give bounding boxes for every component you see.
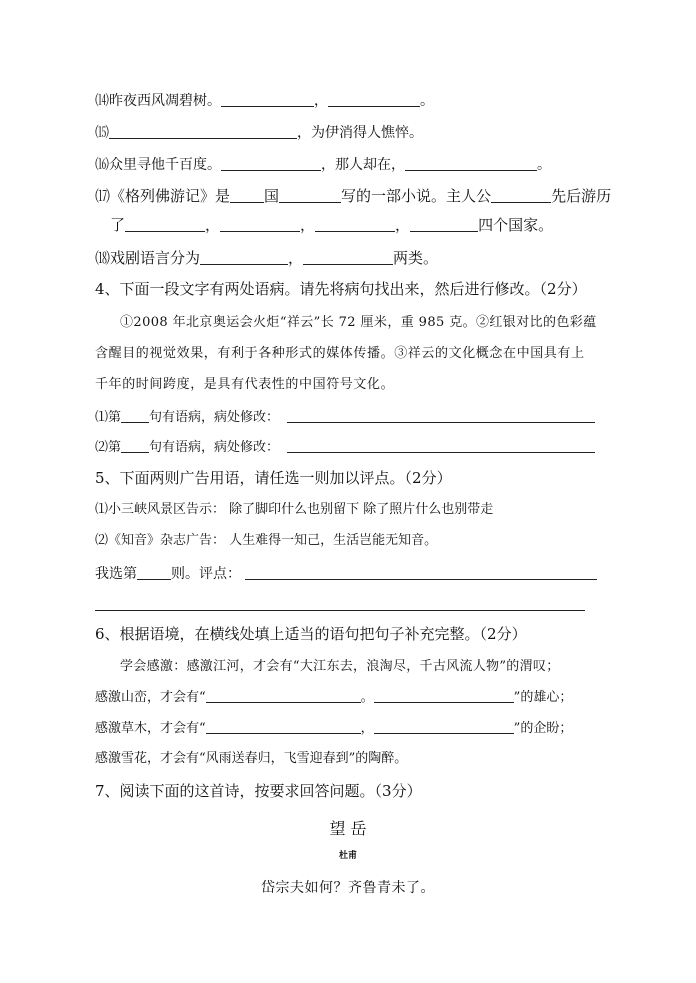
q18-line <box>95 249 438 267</box>
poem-author: 杜甫 <box>338 851 357 861</box>
q4-l2-blank-fix[interactable] <box>287 438 595 453</box>
q18-blank-1[interactable] <box>200 250 288 265</box>
q4-l2-prefix: ⑵第 <box>95 440 122 455</box>
q14-blank-1[interactable] <box>221 92 314 107</box>
q4-title: 4、下面一段文字有两处语病。请先将病句找出来，然后进行修改。（2分） <box>95 280 587 298</box>
q6-title: 6、根据语境，在横线处填上适当的语句把句子补充完整。（2分） <box>95 625 527 643</box>
q5-pick-blank[interactable] <box>137 565 171 580</box>
q17-blank-1[interactable] <box>125 217 205 232</box>
q17-line-1 <box>95 187 611 205</box>
q5-comment-blank-1[interactable] <box>245 565 597 580</box>
q17-blank-2[interactable] <box>220 217 300 232</box>
q18-number: ⒅ <box>95 249 111 267</box>
q17-text-b: 国 <box>264 187 280 205</box>
q4-l1-label: 句有语病，病处修改： <box>149 410 280 425</box>
q17-text-d: 先后游历 <box>551 187 612 205</box>
q6-s2-suffix: ”的雄心； <box>513 690 573 705</box>
q17-comma-2: ， <box>300 216 316 234</box>
q18-blank-2[interactable] <box>303 250 393 265</box>
q14-end: 。 <box>420 93 434 109</box>
q6-s3-blank-1[interactable] <box>206 719 361 734</box>
q6-sentence-2 <box>95 688 572 707</box>
q17-blank-3[interactable] <box>315 217 395 232</box>
q15-blank[interactable] <box>109 124 297 139</box>
q7-title: 7、阅读下面的这首诗，按要求回答问题。（3分） <box>95 782 422 800</box>
q17-comma-3: ， <box>395 216 411 234</box>
q18-text-b: 两类。 <box>393 249 439 267</box>
q6-sentence-4: 感激雪花，才会有“风雨送春归，飞雪迎春到”的陶醉。 <box>95 751 408 766</box>
poem-line-1: 岱宗夫如何？齐鲁青未了。 <box>261 880 435 896</box>
q16-end: 。 <box>537 157 551 173</box>
q5-comment-blank-2[interactable] <box>95 596 585 611</box>
q5-ad-2: ⑵《知音》杂志广告： 人生难得一知己，生活岂能无知音。 <box>95 533 438 548</box>
q14-number: ⒁ <box>95 93 109 109</box>
q6-s3-suffix: ”的企盼； <box>513 721 573 736</box>
q17-text-a: 《格列佛游记》是 <box>110 187 231 205</box>
poem-title: 望 岳 <box>329 819 367 838</box>
q15-line <box>95 124 423 142</box>
q4-answer-line-2 <box>95 438 595 457</box>
q6-sentence-1: 学会感激：感激江河，才会有“大江东去，浪淘尽，千古风流人物”的渭叹； <box>120 659 560 674</box>
q17-line-2 <box>110 216 553 234</box>
q16-mid: ，那人却在， <box>321 157 405 173</box>
q15-text: ，为伊消得人憔悴。 <box>297 125 423 141</box>
q6-s2-blank-1[interactable] <box>206 688 361 703</box>
q18-comma: ， <box>288 249 304 267</box>
q16-line <box>95 156 551 174</box>
q16-blank-2[interactable] <box>405 156 537 171</box>
q4-paragraph-line-2: 含醒目的视觉效果，有利于各种形式的媒体传播。③祥云的文化概念在中国具有上 <box>95 346 585 361</box>
q16-blank-1[interactable] <box>221 156 321 171</box>
q4-l2-label: 句有语病，病处修改： <box>149 440 280 455</box>
q4-l2-blank-num[interactable] <box>121 438 149 453</box>
q4-l1-blank-num[interactable] <box>121 408 149 423</box>
q5-pick-line <box>95 565 597 583</box>
q4-paragraph-line-3: 千年的时间跨度，是具有代表性的中国符号文化。 <box>95 377 395 392</box>
q14-text: 昨夜西风凋碧树。 <box>109 93 221 109</box>
q5-ad-1: ⑴小三峡风景区告示： 除了脚印什么也别留下 除了照片什么也别带走 <box>95 502 494 517</box>
q6-s2-sep: 。 <box>360 690 374 705</box>
q16-number: ⒃ <box>95 157 109 173</box>
q6-sentence-3 <box>95 719 572 738</box>
q5-pick-prefix: 我选第 <box>95 566 137 582</box>
q17-text-f: 四个国家。 <box>478 216 554 234</box>
q6-s3-blank-2[interactable] <box>374 719 514 734</box>
q5-pick-label: 则。评点： <box>171 566 241 582</box>
q14-line <box>95 92 434 110</box>
q4-l1-blank-fix[interactable] <box>287 408 595 423</box>
q17-blank-author[interactable] <box>279 188 341 203</box>
q14-comma: ， <box>314 93 328 109</box>
q6-s2-prefix: 感激山峦，才会有“ <box>95 690 206 705</box>
q17-text-c: 写的一部小说。主人公 <box>341 187 492 205</box>
q4-answer-line-1 <box>95 408 595 427</box>
q16-text: 众里寻他千百度。 <box>109 157 221 173</box>
q4-paragraph-line-1: ①2008 年北京奥运会火炬“祥云”长 72 厘米，重 985 克。②红银对比的色彩蕴 <box>120 315 597 330</box>
q18-text-a: 戏剧语言分为 <box>110 249 201 267</box>
q17-blank-hero[interactable] <box>491 188 551 203</box>
q6-s2-blank-2[interactable] <box>374 688 514 703</box>
q17-blank-country[interactable] <box>230 188 264 203</box>
q4-l1-prefix: ⑴第 <box>95 410 122 425</box>
q17-blank-4[interactable] <box>410 217 478 232</box>
q17-comma-1: ， <box>205 216 221 234</box>
q6-s3-prefix: 感激草木，才会有“ <box>95 721 206 736</box>
q15-number: ⒂ <box>95 125 109 141</box>
q17-number: ⒄ <box>95 187 111 205</box>
q6-s3-sep: ， <box>360 721 374 736</box>
q14-blank-2[interactable] <box>328 92 420 107</box>
q17-text-e: 了 <box>110 216 126 234</box>
q5-comment-line-2 <box>95 596 585 614</box>
q5-title: 5、下面两则广告用语，请任选一则加以评点。（2分） <box>95 469 452 487</box>
